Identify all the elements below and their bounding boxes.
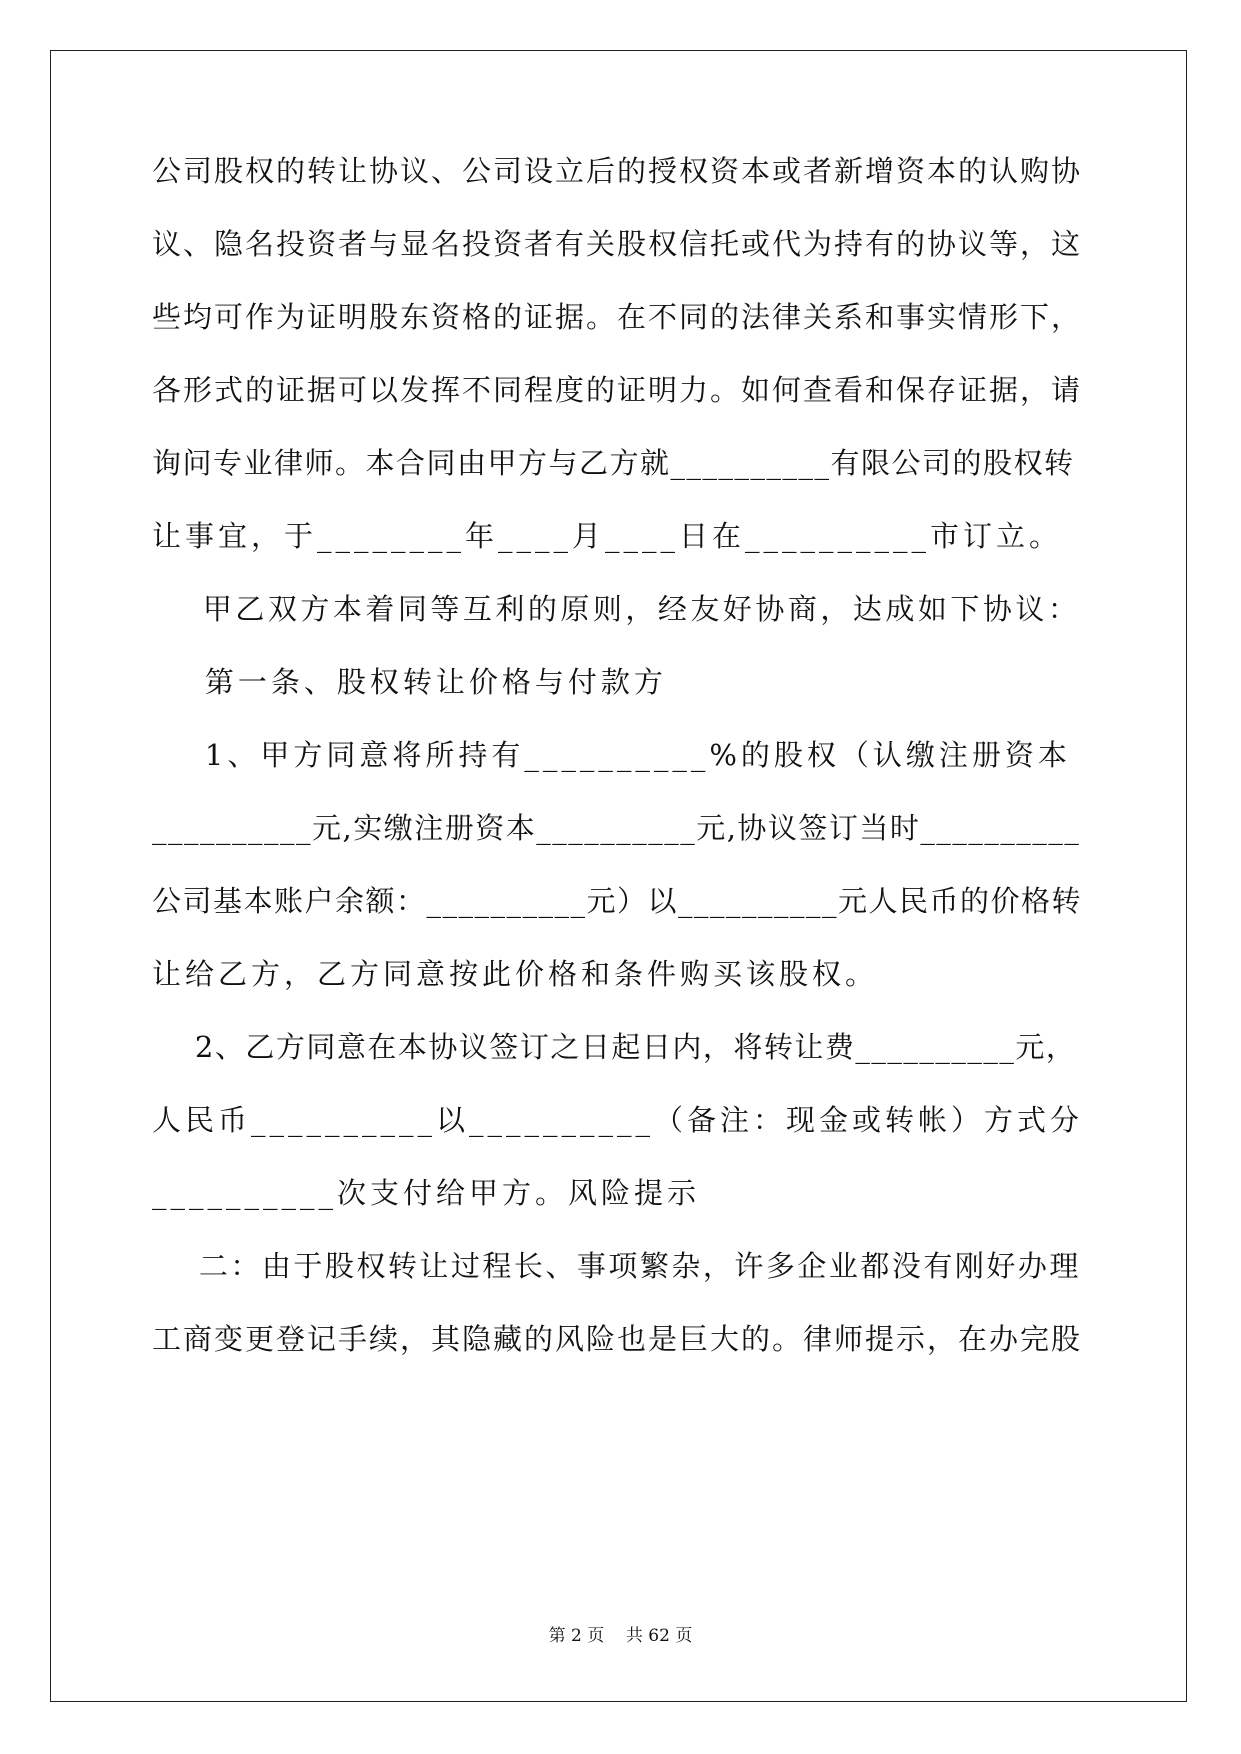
body-line-8: 第一条、股权转让价格与付款方 — [152, 665, 667, 699]
body-line-17: 工商变更登记手续，其隐藏的风险也是巨大的。律师提示，在办完股 — [152, 1322, 1083, 1356]
body-line-5: 询问专业律师。本合同由甲方与乙方就__________有限公司的股权转 — [152, 446, 1075, 480]
body-line-14: 人民币__________以__________（备注：现金或转帐）方式分 — [152, 1103, 1084, 1137]
body-line-4: 各形式的证据可以发挥不同程度的证明力。如何查看和保存证据，请 — [152, 373, 1083, 407]
body-line-13: 2、乙方同意在本协议签订之日起日内，将转让费__________元， — [152, 1030, 1077, 1064]
body-line-10: __________元,实缴注册资本__________元,协议签订当时__________ — [152, 811, 1081, 845]
body-line-16: 二：由于股权转让过程长、事项繁杂，许多企业都没有刚好办理 — [152, 1249, 1081, 1283]
body-line-15: __________次支付给甲方。风险提示 — [152, 1176, 701, 1210]
body-line-11: 公司基本账户余额：__________元）以__________元人民币的价格转 — [152, 884, 1083, 918]
body-line-3: 些均可作为证明股东资格的证据。在不同的法律关系和事实情形下， — [152, 300, 1083, 334]
body-line-6: 让事宜，于________年____月____日在__________市订立。 — [152, 519, 1063, 553]
body-line-12: 让给乙方，乙方同意按此价格和条件购买该股权。 — [152, 957, 879, 991]
body-line-7: 甲乙双方本着同等互利的原则，经友好协商，达成如下协议： — [152, 592, 1081, 626]
body-line-9: 1、甲方同意将所持有__________%的股权（认缴注册资本 — [152, 738, 1071, 772]
page-footer: 第 2 页 共 62 页 — [548, 1626, 693, 1646]
body-line-2: 议、隐名投资者与显名投资者有关股权信托或代为持有的协议等，这 — [152, 227, 1083, 261]
body-line-1: 公司股权的转让协议、公司设立后的授权资本或者新增资本的认购协 — [152, 154, 1083, 188]
